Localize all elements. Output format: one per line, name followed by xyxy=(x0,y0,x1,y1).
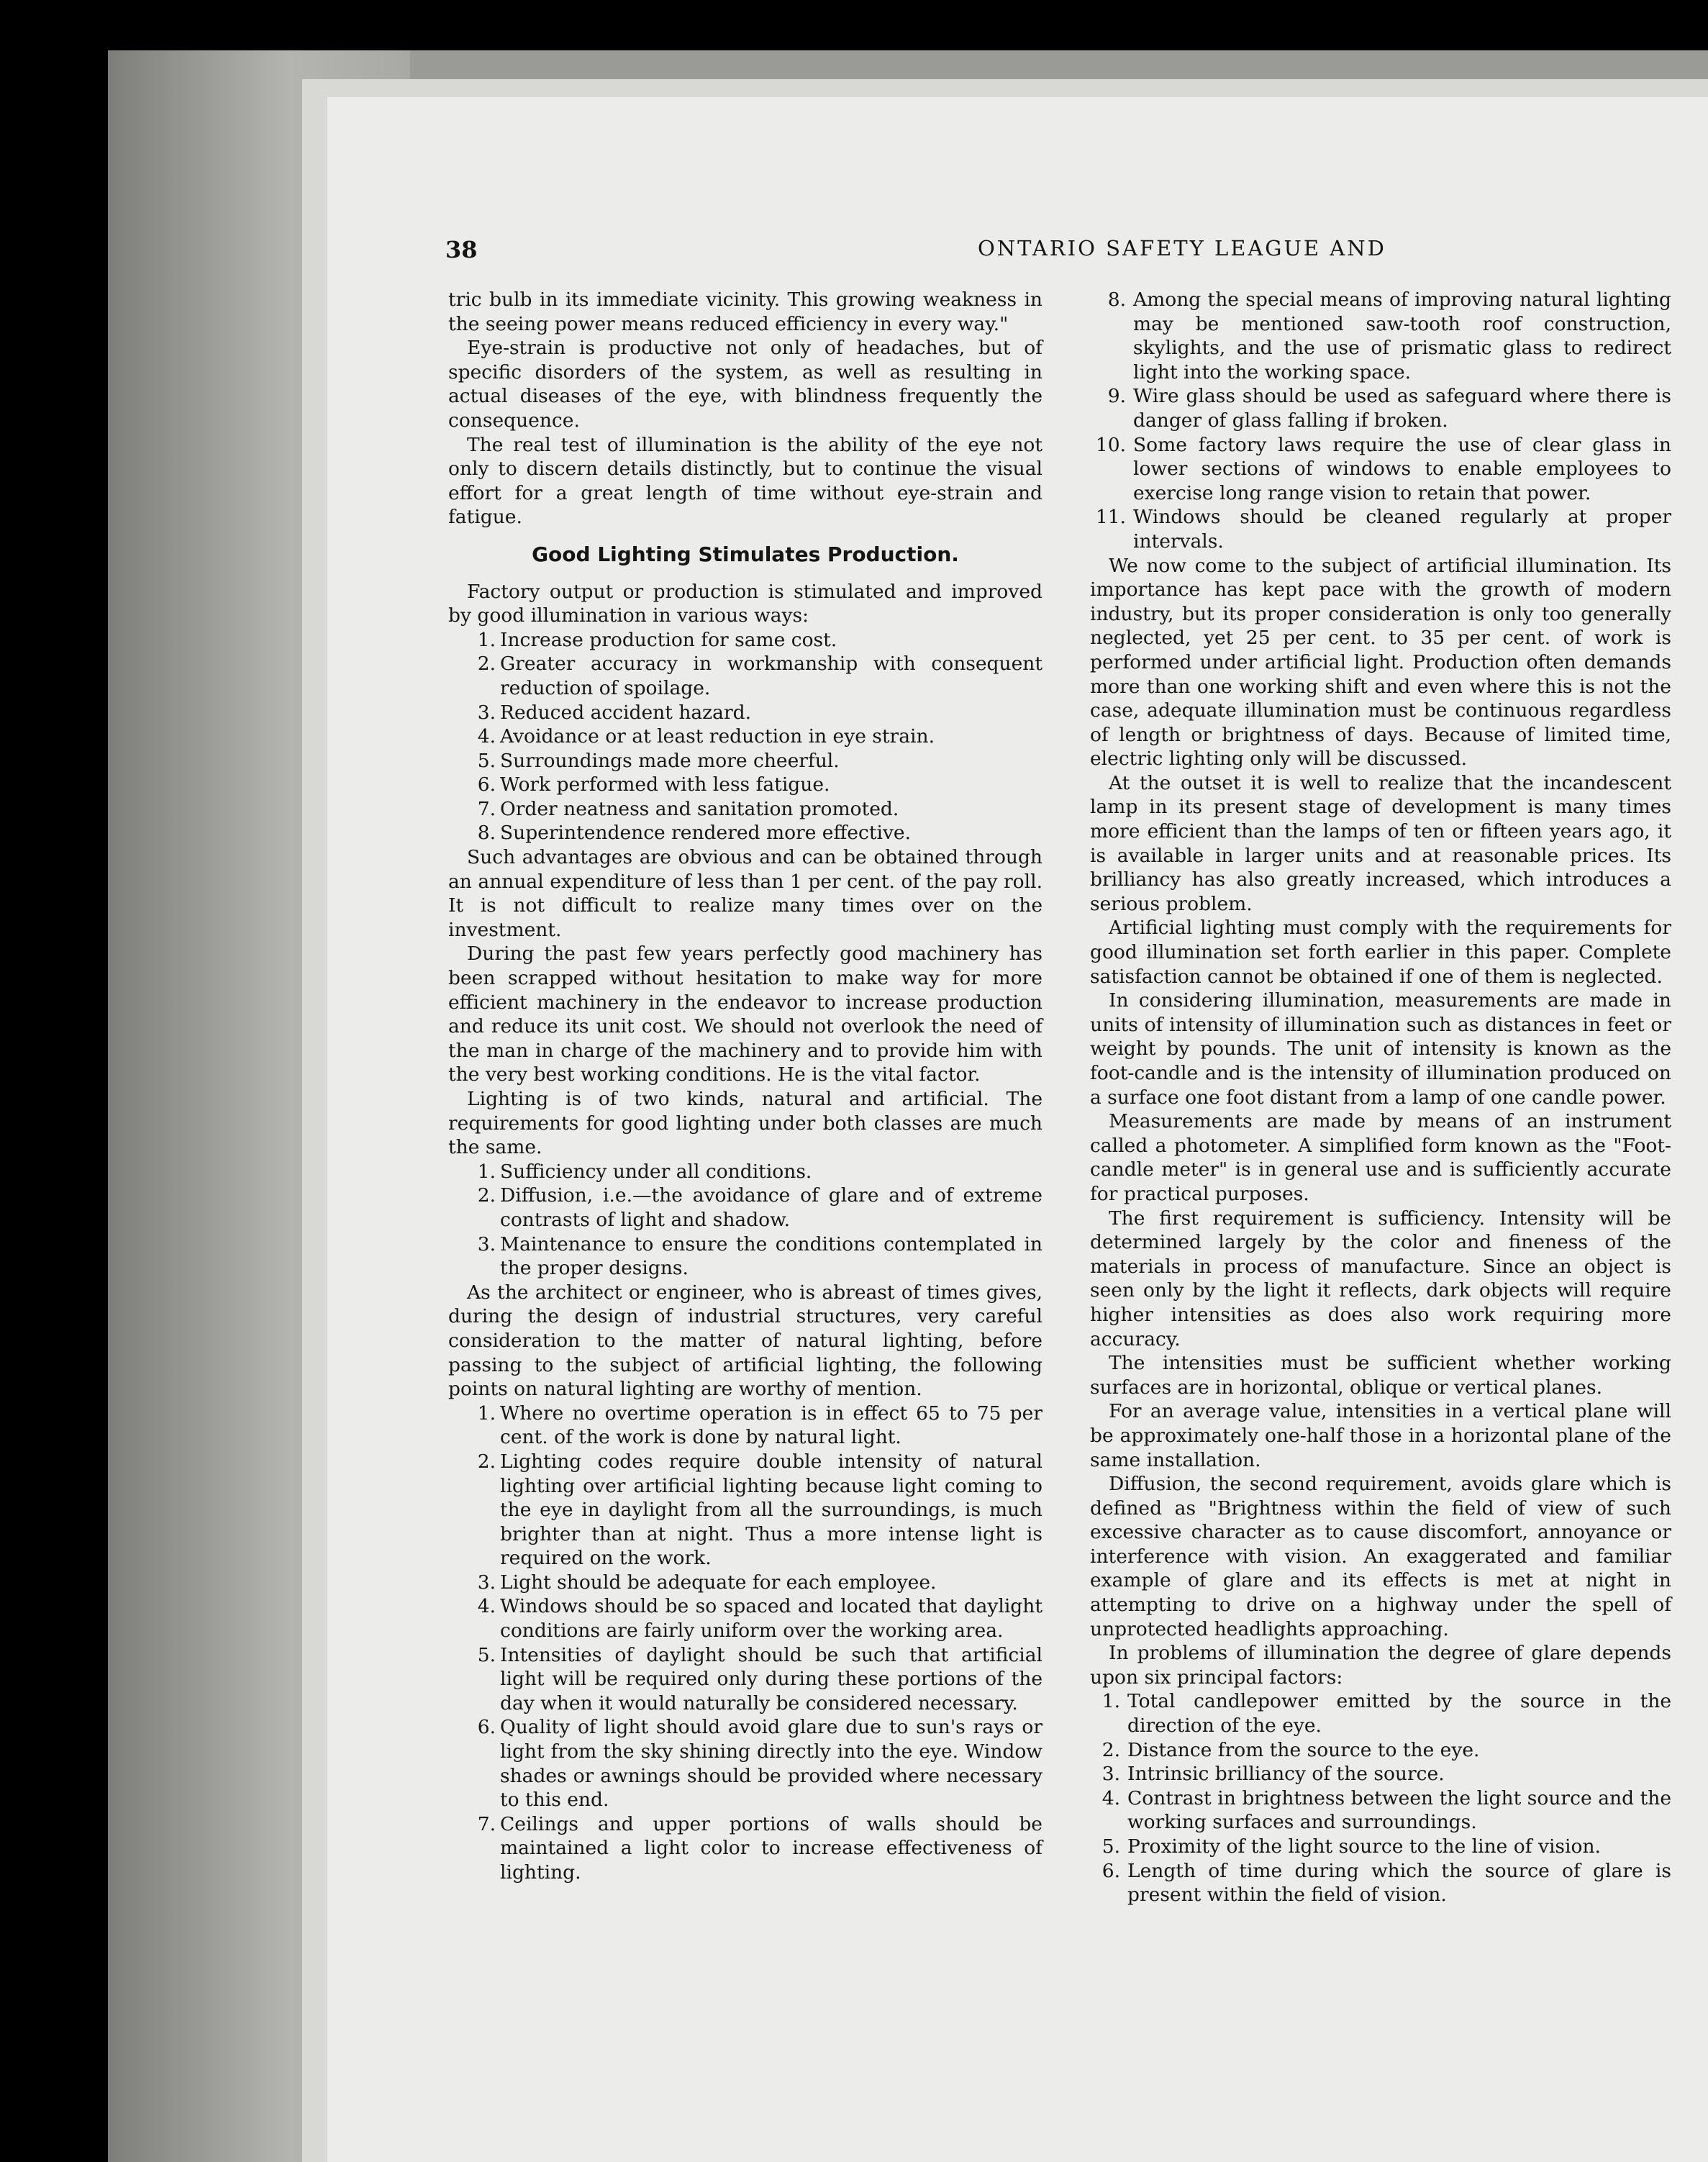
list-item: 7. Order neatness and sanitation promoted. xyxy=(477,797,899,820)
list-item: 6. Work performed with less fatigue. xyxy=(477,773,830,796)
list-item: 8. Among the special means of improving natural lighting may be mentioned saw-tooth roof construction, skylights, and the use of prismatic glass to redirect light into the working space. xyxy=(1107,289,1671,383)
list-item: 4. Avoidance or at least reduction in eye strain. xyxy=(477,725,935,748)
natural-lighting-list-continued xyxy=(1090,288,1671,554)
list-item: 1. Increase production for same cost. xyxy=(477,628,837,651)
paragraph: The real test of illumination is the ability of the eye not only to discern details distinctly, but to continue the visual effort for a great length of time without eye-strain and fatigue. xyxy=(448,433,1042,529)
section-heading: Good Lighting Stimulates Production. xyxy=(532,542,959,566)
paragraph: tric bulb in its immediate vicinity. This growing weakness in the seeing power means reduced efficiency in every way." xyxy=(448,289,1042,335)
list-item: 2. Diffusion, i.e.—the avoidance of glare and of extreme contrasts of light and shadow. xyxy=(477,1184,1042,1231)
requirements-list xyxy=(448,1160,1042,1281)
list-item: 1. Where no overtime operation is in effect 65 to 75 per cent. of the work is done by natural light. xyxy=(477,1402,1042,1449)
paragraph: In considering illumination, measurements are made in units of intensity of illumination such as distances in feet or weight by pounds. The unit of intensity is known as the foot-candle and is the intensity of illumination produced on a surface one foot distant from a lamp of one candle power. xyxy=(1090,989,1671,1109)
paragraph: Eye-strain is productive not only of headaches, but of specific disorders of the system, as well as resulting in actual diseases of the eye, with blindness frequently the consequence. xyxy=(448,337,1042,432)
list-item: 6. Quality of light should avoid glare due to sun's rays or light from the sky shining directly into the eye. Window shades or awnings should be provided where necessary to this end. xyxy=(477,1716,1042,1812)
paragraph: In problems of illumination the degree of glare depends upon six principal factors: xyxy=(1090,1642,1671,1689)
page-header xyxy=(445,236,1622,265)
list-item: 7. Ceilings and upper portions of walls should be maintained a light color to increase effectiveness of lighting. xyxy=(477,1812,1042,1884)
paragraph: As the architect or engineer, who is abreast of times gives, during the design of industrial structures, very careful consideration to the matter of natural lighting, before passing to the subject of artificial lighting, the following points on natural lighting are worthy of mention. xyxy=(448,1281,1042,1401)
list-item: 3. Light should be adequate for each employee. xyxy=(477,1571,937,1594)
paragraph: The first requirement is sufficiency. Intensity will be determined largely by the color and fineness of the materials in process of manufacture. Since an object is seen only by the light it reflects, dark objects will require higher intensities as does also work requiring more accuracy. xyxy=(1090,1207,1671,1350)
list-item: 5. Intensities of daylight should be such that artificial light will be required only during these portions of the day when it would naturally be considered necessary. xyxy=(477,1643,1042,1714)
list-item: 11. Windows should be cleaned regularly at proper intervals. xyxy=(1095,506,1671,553)
list-item: 3. Intrinsic brilliancy of the source. xyxy=(1101,1763,1445,1786)
list-item: 2. Lighting codes require double intensity of natural lighting over artificial lighting because light coming to the eye in daylight from all the surroundings, is much brighter than at night. Thus a more intense light is required on the work. xyxy=(477,1450,1042,1570)
paragraph: Measurements are made by means of an instrument called a photometer. A simplified form known as the "Foot-candle meter" is in general use and is sufficiently accurate for practical purposes. xyxy=(1090,1110,1671,1205)
paragraph: Lighting is of two kinds, natural and artificial. The requirements for good lighting under both classes are much the same. xyxy=(448,1088,1042,1159)
list-item: 4. Windows should be so spaced and located that daylight conditions are fairly uniform over the working area. xyxy=(477,1595,1042,1643)
paragraph: Factory output or production is stimulated and improved by good illumination in various ways: xyxy=(448,580,1042,627)
right-column xyxy=(1090,288,1671,1907)
list-item: 3. Maintenance to ensure the conditions contemplated in the proper designs. xyxy=(477,1232,1042,1280)
paragraph: Such advantages are obvious and can be obtained through an annual expenditure of less than 1 per cent. of the pay roll. It is not difficult to realize many times over on the investment. xyxy=(448,846,1042,941)
glare-factors-list xyxy=(1090,1689,1671,1907)
paragraph: Diffusion, the second requirement, avoids glare which is defined as "Brightness within the field of view of such excessive character as to cause discomfort, annoyance or interference with vision. An exaggerated and familiar example of glare and its effects is met at night in attempting to drive on a highway under the spell of unprotected headlights approaching. xyxy=(1090,1473,1671,1640)
paragraph: We now come to the subject of artificial illumination. Its importance has kept pace with the growth of modern industry, but its proper consideration is only too generally neglected, yet 25 per cent. to 35 per cent. of work is performed under artificial light. Production often demands more than one working shift and even where this is not the case, adequate illumination must be continuous regardless of length or brightness of days. Because of limited time, electric lighting only will be discussed. xyxy=(1090,554,1671,771)
list-item: 5. Proximity of the light source to the line of vision. xyxy=(1101,1835,1601,1858)
natural-lighting-list xyxy=(448,1402,1042,1885)
page-number: 38 xyxy=(445,236,478,263)
production-ways-list xyxy=(448,628,1042,845)
list-item: 5. Surroundings made more cheerful. xyxy=(477,749,840,772)
paragraph: During the past few years perfectly good machinery has been scrapped without hesitation to make way for more efficient machinery in the endeavor to increase production and reduce its unit cost. We should not overlook the need of the man in charge of the machinery and to provide him with the very best working conditions. He is the vital factor. xyxy=(448,943,1042,1086)
running-head: ONTARIO SAFETY LEAGUE AND xyxy=(978,236,1386,260)
paragraph: The intensities must be sufficient whether working surfaces are in horizontal, oblique or vertical planes. xyxy=(1090,1352,1671,1399)
list-item: 2. Distance from the source to the eye. xyxy=(1101,1738,1480,1761)
list-item: 1. Total candlepower emitted by the source in the direction of the eye. xyxy=(1101,1690,1671,1738)
list-item: 9. Wire glass should be used as safeguard where there is danger of glass falling if broken. xyxy=(1107,385,1671,432)
list-item: 4. Contrast in brightness between the light source and the working surfaces and surroundings. xyxy=(1101,1786,1671,1834)
list-item: 3. Reduced accident hazard. xyxy=(477,701,752,724)
left-column xyxy=(448,288,1042,1885)
list-item: 8. Superintendence rendered more effective. xyxy=(477,822,912,845)
list-item: 6. Length of time during which the source of glare is present within the field of vision. xyxy=(1101,1859,1671,1907)
list-item: 10. Some factory laws require the use of clear glass in lower sections of windows to enable employees to exercise long range vision to retain that power. xyxy=(1095,433,1671,504)
list-item: 2. Greater accuracy in workmanship with consequent reduction of spoilage. xyxy=(477,653,1042,699)
paragraph: Artificial lighting must comply with the requirements for good illumination set forth earlier in this paper. Complete satisfaction cannot be obtained if one of them is neglected. xyxy=(1090,917,1671,988)
paragraph: For an average value, intensities in a vertical plane will be approximately one-half those in a horizontal plane of the same installation. xyxy=(1090,1400,1671,1471)
paragraph: At the outset it is well to realize that the incandescent lamp in its present stage of development is many times more efficient than the lamps of ten or fifteen years ago, it is available in larger units and at reasonable prices. Its brilliancy has also greatly increased, which introduces a serious problem. xyxy=(1090,771,1671,915)
list-item: 1. Sufficiency under all conditions. xyxy=(477,1160,812,1183)
document-page xyxy=(327,97,1708,2162)
